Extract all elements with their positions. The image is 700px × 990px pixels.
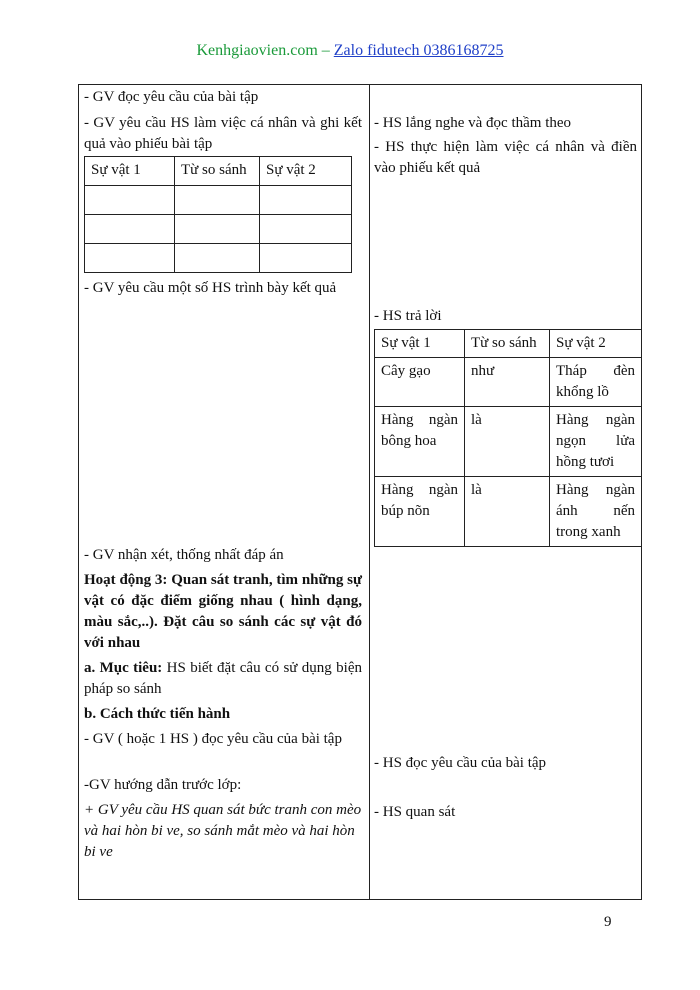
left-para-4: - GV nhận xét, thống nhất đáp án: [84, 547, 284, 563]
goal-text: HS biết đặt câu có sử dụng biện pháp so sánh: [84, 660, 362, 697]
table-row: [85, 244, 352, 273]
goal-label: a. Mục tiêu:: [84, 660, 163, 676]
method-title: b. Cách thức tiến hành: [84, 706, 231, 722]
blank-worksheet-table: [84, 156, 352, 273]
column-divider: [369, 84, 370, 900]
table-cell: [260, 215, 352, 244]
right-para-4: - HS đọc yêu cầu của bài tập: [374, 755, 547, 771]
table-row: [375, 477, 642, 547]
page-header: [0, 42, 700, 60]
table-cell: là: [465, 407, 550, 477]
table-cell: Tháp đèn khổng lồ: [550, 358, 642, 407]
left-para-1: - GV đọc yêu cầu của bài tập: [84, 89, 259, 105]
table-header-cell: Sự vật 1: [85, 157, 175, 186]
table-header-cell: Sự vật 2: [550, 330, 642, 358]
right-para-1: - HS lắng nghe và đọc thầm theo: [374, 115, 572, 131]
table-row: [375, 407, 642, 477]
left-para-2: - GV yêu cầu HS làm việc cá nhân và ghi kết quả vào phiếu bài tập: [84, 115, 362, 152]
table-row: [85, 215, 352, 244]
header-separator: –: [317, 42, 334, 59]
table-header-cell: Sự vật 2: [260, 157, 352, 186]
page-number: 9: [604, 914, 612, 930]
table-cell: [85, 215, 175, 244]
table-cell: [260, 186, 352, 215]
left-para-5: - GV ( hoặc 1 HS ) đọc yêu cầu của bài tập: [84, 731, 342, 747]
table-cell: Cây gạo: [375, 358, 465, 407]
activity-title: Hoạt động 3: Quan sát tranh, tìm những sự vật có đặc điểm giống nhau ( hình dạng, màu sắc,..). Đặt câu so sánh các sự vật đó với nhau: [84, 572, 362, 651]
zalo-link[interactable]: Zalo fidutech 0386168725: [333, 42, 504, 59]
left-para-3: - GV yêu cầu một số HS trình bày kết quả: [84, 280, 337, 296]
table-header-cell: Từ so sánh: [175, 157, 260, 186]
table-header-cell: Từ so sánh: [465, 330, 550, 358]
goal-paragraph: [84, 658, 362, 700]
table-cell: Hàng ngàn bông hoa: [375, 407, 465, 477]
table-row: [85, 186, 352, 215]
table-cell: Hàng ngàn ánh nến trong xanh: [550, 477, 642, 547]
right-para-2: - HS thực hiện làm việc cá nhân và điền vào phiếu kết quả: [374, 139, 637, 176]
table-cell: [175, 186, 260, 215]
table-cell: như: [465, 358, 550, 407]
table-cell: [175, 244, 260, 273]
left-para-6: -GV hướng dẫn trước lớp:: [84, 777, 242, 793]
answer-table: [374, 329, 642, 547]
table-cell: [175, 215, 260, 244]
table-cell: [85, 244, 175, 273]
table-cell: [260, 244, 352, 273]
right-para-3: - HS trả lời: [374, 308, 442, 324]
table-cell: Hàng ngàn ngọn lửa hồng tươi: [550, 407, 642, 477]
left-para-7: + GV yêu cầu HS quan sát bức tranh con mèo và hai hòn bi ve, so sánh mắt mèo và hai hòn bi ve: [84, 802, 362, 860]
table-row: [375, 330, 642, 358]
table-cell: là: [465, 477, 550, 547]
table-row: [375, 358, 642, 407]
table-header-cell: Sự vật 1: [375, 330, 465, 358]
site-link[interactable]: Kenhgiaovien.com: [196, 42, 318, 59]
table-row: [85, 157, 352, 186]
right-para-5: - HS quan sát: [374, 804, 456, 820]
table-cell: Hàng ngàn búp nõn: [375, 477, 465, 547]
table-cell: [85, 186, 175, 215]
